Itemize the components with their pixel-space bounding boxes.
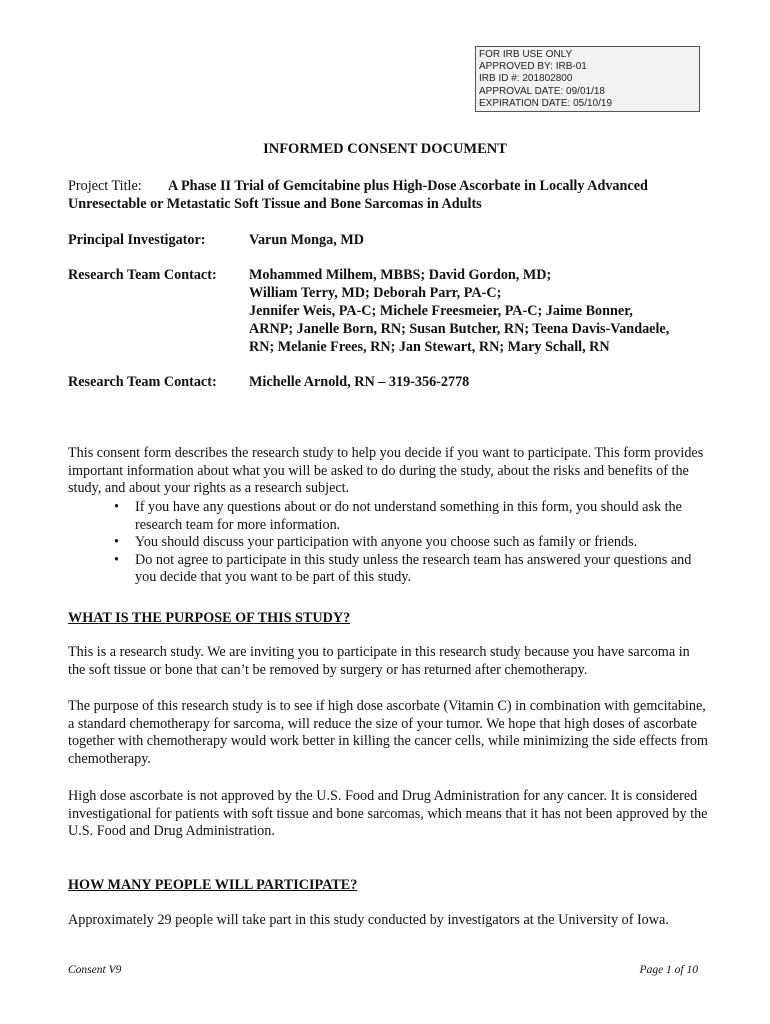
bullet-list (113, 499, 713, 587)
team-contact-phone: Michelle Arnold, RN – 319-356-2778 (249, 374, 470, 390)
team-contact-list (249, 266, 719, 356)
intro-paragraph: This consent form describes the research study to help you decide if you want to participate. This form provides important information about what you will be asked to do during the study, about the risks and benefits of the study, and about your rights as a research subject. (68, 445, 704, 496)
team-contact-label: Research Team Contact: (68, 267, 217, 283)
pi-value: Varun Monga, MD (249, 232, 364, 248)
section-heading-participants: HOW MANY PEOPLE WILL PARTICIPATE? (68, 877, 358, 893)
list-item (113, 499, 713, 534)
bullet-icon: • (114, 551, 119, 568)
irb-line: APPROVED BY: IRB-01 (479, 61, 587, 73)
pi-label: Principal Investigator: (68, 232, 206, 248)
list-item (113, 534, 713, 552)
list-item-text: If you have any questions about or do not understand something in this form, you should ask the research team for more information. (135, 499, 682, 533)
participants-paragraph: Approximately 29 people will take part in this study conducted by investigators at the University of Iowa. (68, 912, 669, 928)
section-heading-purpose: WHAT IS THE PURPOSE OF THIS STUDY? (68, 610, 351, 626)
team-contact-line: RN; Melanie Frees, RN; Jan Stewart, RN; Mary Schall, RN (249, 339, 610, 355)
irb-line: FOR IRB USE ONLY (479, 49, 573, 60)
team-contact-line: Mohammed Milhem, MBBS; David Gordon, MD; (249, 267, 552, 283)
team-contact-line: William Terry, MD; Deborah Parr, PA-C; (249, 285, 502, 301)
list-item-text: You should discuss your participation with anyone you choose such as family or friends. (135, 534, 638, 550)
list-item-text: Do not agree to participate in this study unless the research team has answered your questions and you decide that you want to be part of this study. (135, 551, 692, 585)
irb-line: IRB ID #: 201802800 (479, 73, 573, 85)
project-title (68, 177, 708, 213)
bullet-icon: • (114, 534, 119, 550)
document-title: INFORMED CONSENT DOCUMENT (263, 141, 507, 157)
footer-page-number: Page 1 of 10 (639, 964, 698, 976)
team-contact-line: Jennifer Weis, PA-C; Michele Freesmeier, PA-C; Jaime Bonner, (249, 303, 633, 319)
purpose-paragraph: This is a research study. We are inviting you to participate in this research study because you have sarcoma in the soft tissue or bone that can’t be removed by surgery or has returned after chemotherapy. (68, 644, 690, 678)
irb-line: APPROVAL DATE: 09/01/18 (479, 85, 605, 97)
irb-stamp (475, 46, 700, 112)
project-title-text: A Phase II Trial of Gemcitabine plus High-Dose Ascorbate in Locally Advanced Unresectable or Metastatic Soft Tissue and Bone Sarcomas in Adults (68, 178, 648, 212)
bullet-icon: • (114, 499, 119, 515)
project-title-label: Project Title: (68, 178, 142, 194)
irb-line: EXPIRATION DATE: 05/10/19 (479, 97, 613, 109)
list-item (113, 552, 713, 587)
purpose-paragraph: High dose ascorbate is not approved by the U.S. Food and Drug Administration for any cancer. It is considered investigational for patients with soft tissue and bone sarcomas, which means that it has not been approved by the U.S. Food and Drug Administration. (68, 788, 708, 839)
footer-version: Consent V9 (68, 964, 122, 976)
team-contact-line: ARNP; Janelle Born, RN; Susan Butcher, RN; Teena Davis-Vandaele, (249, 321, 670, 337)
purpose-paragraph: The purpose of this research study is to see if high dose ascorbate (Vitamin C) in combination with gemcitabine, a standard chemotherapy for sarcoma, will reduce the size of your tumor. We hope that high doses of ascorbate together with chemotherapy would work better in killing the cancer cells, while minimizing the side effects from chemotherapy. (68, 698, 708, 767)
team-contact-label: Research Team Contact: (68, 374, 217, 390)
